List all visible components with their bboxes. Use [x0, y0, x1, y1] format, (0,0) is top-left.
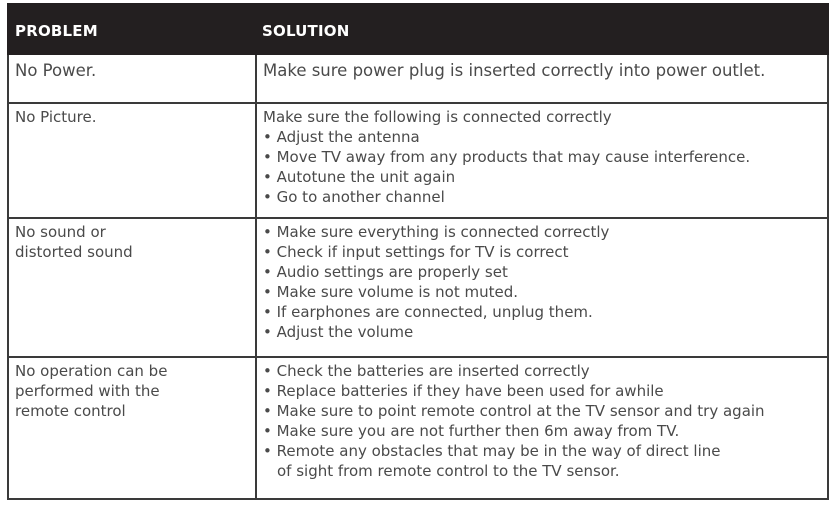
solution-bullet: • Replace batteries if they have been used for awhile [263, 382, 664, 400]
problem-text: remote control [15, 402, 126, 420]
solution-bullet: • Adjust the volume [263, 323, 414, 341]
solution-text: Make sure the following is connected correctly [263, 108, 612, 126]
solution-bullet: • Make sure volume is not muted. [263, 283, 518, 301]
solution-bullet: • Adjust the antenna [263, 128, 420, 146]
solution-bullet: • Audio settings are properly set [263, 263, 508, 281]
solution-bullet: • Remote any obstacles that may be in the way of direct line [263, 442, 721, 460]
solution-bullet: • If earphones are connected, unplug them. [263, 303, 593, 321]
solution-bullet: • Make sure you are not further then 6m away from TV. [263, 422, 680, 440]
solution-bullet: • Make sure to point remote control at the TV sensor and try again [263, 402, 765, 420]
solution-bullet: • Make sure everything is connected correctly [263, 223, 610, 241]
column-divider [255, 55, 257, 102]
solution-cell [263, 107, 825, 207]
solution-bullet: • Go to another channel [263, 188, 445, 206]
solution-bullet: • Check the batteries are inserted correctly [263, 362, 590, 380]
solution-bullet: • Check if input settings for TV is correct [263, 243, 569, 261]
solution-text: Make sure power plug is inserted correctly into power outlet. [263, 61, 766, 80]
problem-text: performed with the [15, 382, 160, 400]
table-row [9, 358, 827, 498]
header-solution: SOLUTION [262, 22, 350, 40]
problem-cell [15, 361, 245, 421]
column-divider [255, 104, 257, 217]
problem-text: No operation can be [15, 362, 168, 380]
solution-bullet-continuation: of sight from remote control to the TV sensor. [277, 462, 620, 480]
table-row [9, 55, 827, 104]
table-row [9, 219, 827, 358]
column-divider [255, 358, 257, 498]
solution-cell [263, 361, 825, 481]
problem-cell [15, 107, 245, 127]
problem-text: No sound or [15, 223, 106, 241]
solution-bullet: • Move TV away from any products that may cause interference. [263, 148, 751, 166]
problem-text: No Power. [15, 61, 97, 80]
problem-cell [15, 61, 245, 81]
troubleshooting-table-body [7, 55, 829, 500]
table-header-row [7, 3, 829, 55]
solution-cell [263, 222, 825, 342]
table-row [9, 104, 827, 219]
problem-cell [15, 222, 245, 262]
problem-text: No Picture. [15, 108, 97, 126]
solution-cell [263, 61, 825, 81]
problem-text: distorted sound [15, 243, 133, 261]
column-divider [255, 219, 257, 356]
header-problem: PROBLEM [15, 22, 98, 40]
solution-bullet: • Autotune the unit again [263, 168, 456, 186]
